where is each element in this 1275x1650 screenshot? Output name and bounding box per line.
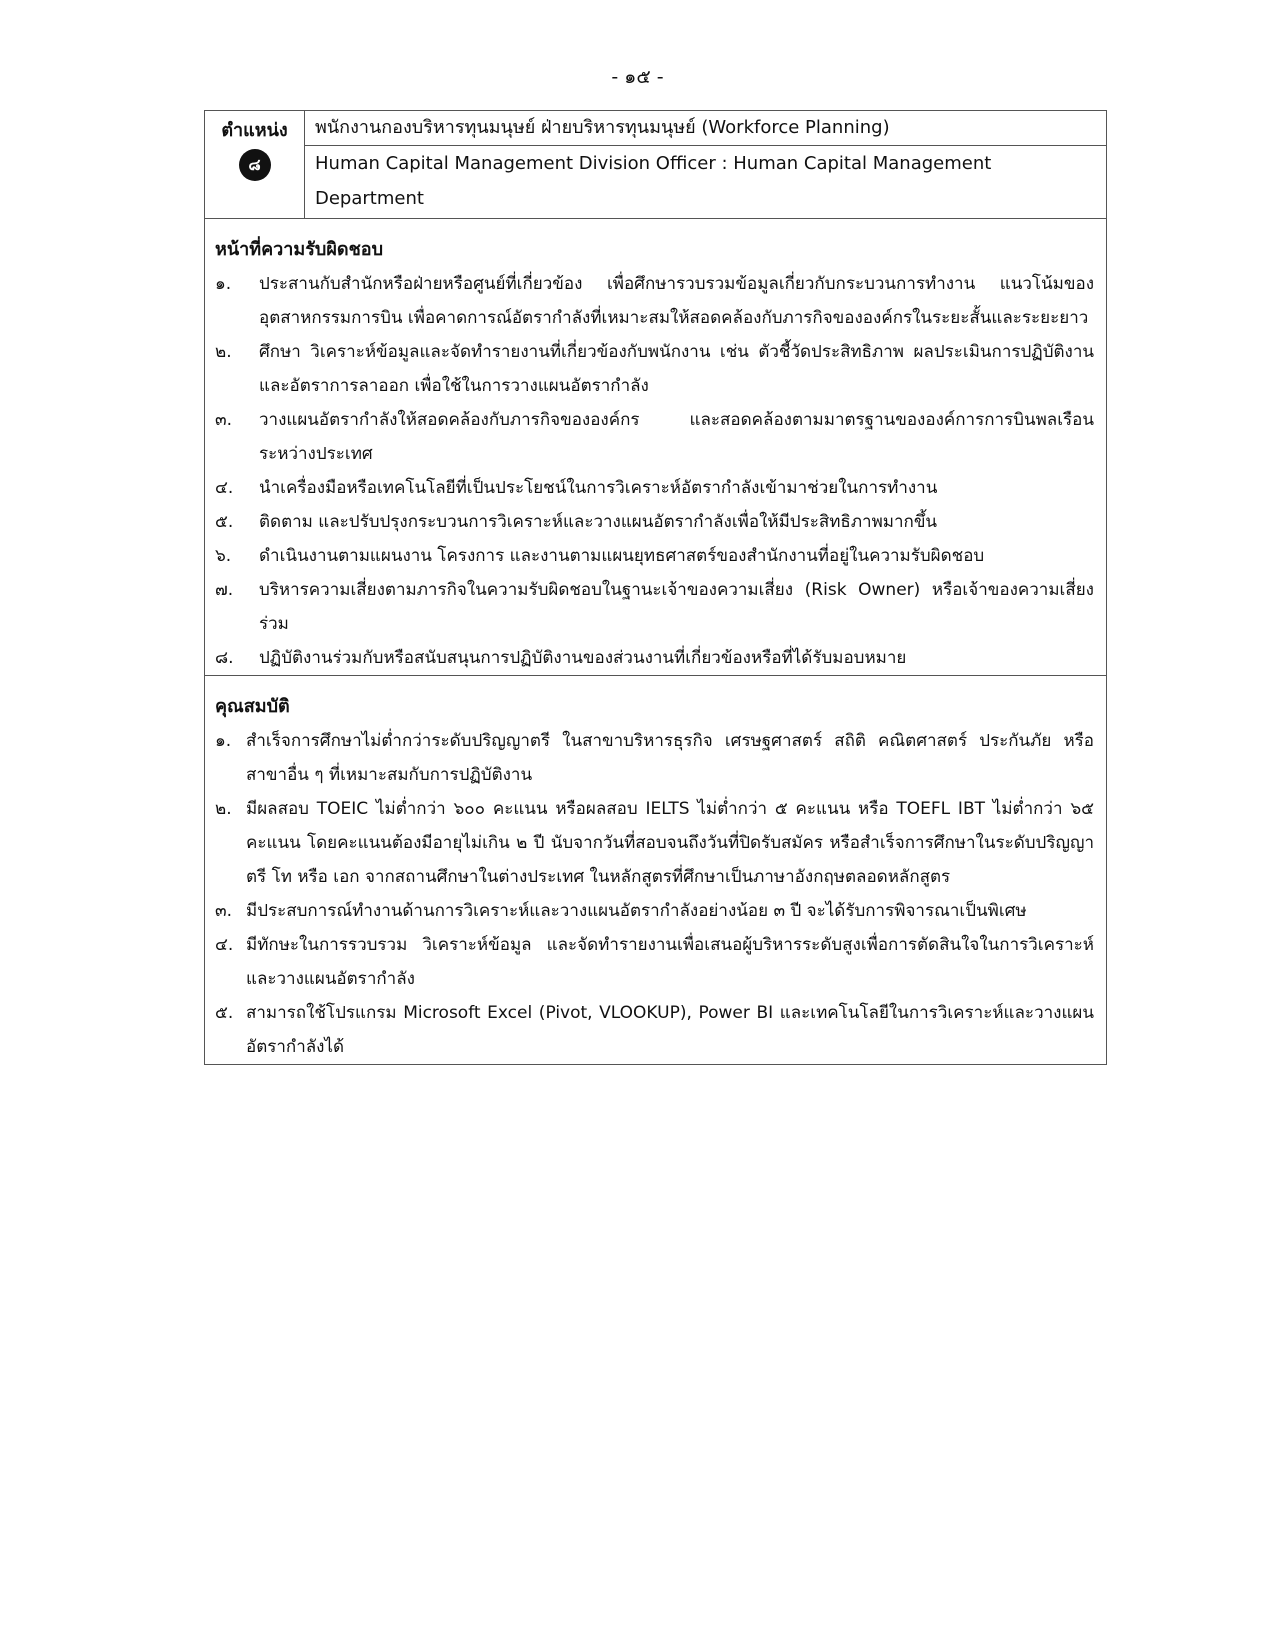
position-title-english: Human Capital Management Division Officer : Human Capital Management Department (315, 153, 992, 209)
item-number: ๕. (215, 512, 234, 532)
item-text: ดำเนินงานตามแผนงาน โครงการ และงานตามแผนยุทธศาสตร์ของสำนักงานที่อยู่ในความรับผิดชอบ (259, 546, 985, 566)
responsibility-item (215, 471, 1094, 505)
item-number: ๘. (215, 648, 234, 668)
item-number: ๑. (215, 731, 232, 751)
qualification-item (215, 996, 1094, 1064)
item-number: ๑. (215, 274, 232, 294)
item-text: มีประสบการณ์ทำงานด้านการวิเคราะห์และวางแผนอัตรากำลังอย่างน้อย ๓ ปี จะได้รับการพิจารณาเป็นพิเศษ (246, 901, 1027, 921)
position-title-thai: พนักงานกองบริหารทุนมนุษย์ ฝ่ายบริหารทุนมนุษย์ (Workforce Planning) (305, 111, 1106, 146)
job-description-table (204, 110, 1107, 1065)
responsibility-item (215, 641, 1094, 675)
item-text: นำเครื่องมือหรือเทคโนโลยีที่เป็นประโยชน์ในการวิเคราะห์อัตรากำลังเข้ามาช่วยในการทำงาน (259, 478, 938, 498)
item-text: มีผลสอบ TOEIC ไม่ต่ำกว่า ๖๐๐ คะแนน หรือผลสอบ IELTS ไม่ต่ำกว่า ๕ คะแนน หรือ TOEFL IBT ไม่ต่ำกว่า ๖๕ คะแนน โดยคะแนนต้องมีอายุไม่เกิน ๒ ปี นับจากวันที่สอบจนถึงวันที่ปิดรับสมัคร หรือสำเร็จการศึกษาในระดับปริญญาตรี โท หรือ เอก จากสถานศึกษาในต่างประเทศ ในหลักสูตรที่ศึกษาเป็นภาษาอังกฤษตลอดหลักสูตร (246, 799, 1094, 887)
qualification-item (215, 928, 1094, 996)
item-number: ๒. (215, 342, 232, 362)
item-number: ๗. (215, 580, 234, 600)
item-text: ศึกษา วิเคราะห์ข้อมูลและจัดทำรายงานที่เกี่ยวข้องกับพนักงาน เช่น ตัวชี้วัดประสิทธิภาพ ผลประเมินการปฏิบัติงาน และอัตราการลาออก เพื่อใช้ในการวางแผนอัตรากำลัง (259, 342, 1094, 396)
item-number: ๔. (215, 935, 234, 955)
position-title-cell (305, 111, 1106, 218)
responsibility-item (215, 403, 1094, 471)
item-text: วางแผนอัตรากำลังให้สอดคล้องกับภารกิจขององค์กร และสอดคล้องตามมาตรฐานขององค์การการบินพลเรือนระหว่างประเทศ (259, 410, 1094, 464)
page-number: - ๑๕ - (611, 66, 664, 88)
position-header (205, 111, 1106, 219)
item-number: ๓. (215, 410, 233, 430)
item-number: ๒. (215, 799, 232, 819)
responsibility-item (215, 335, 1094, 403)
item-text: ติดตาม และปรับปรุงกระบวนการวิเคราะห์และวางแผนอัตรากำลังเพื่อให้มีประสิทธิภาพมากขึ้น (259, 512, 938, 532)
responsibilities-list (215, 267, 1094, 675)
position-number-badge: ๘ (239, 149, 271, 181)
item-text: สำเร็จการศึกษาไม่ต่ำกว่าระดับปริญญาตรี ในสาขาบริหารธุรกิจ เศรษฐศาสตร์ สถิติ คณิตศาสตร์ ประกันภัย หรือสาขาอื่น ๆ ที่เหมาะสมกับการปฏิบัติงาน (246, 731, 1094, 785)
responsibility-item (215, 573, 1094, 641)
item-number: ๕. (215, 1003, 234, 1023)
item-number: ๔. (215, 478, 234, 498)
qualifications-section (205, 675, 1106, 1064)
qualifications-title: คุณสมบัติ (215, 696, 290, 717)
item-number: ๖. (215, 546, 232, 566)
item-text: สามารถใช้โปรแกรม Microsoft Excel (Pivot, VLOOKUP), Power BI และเทคโนโลยีในการวิเคราะห์และวางแผนอัตรากำลังได้ (246, 1003, 1094, 1057)
qualification-item (215, 894, 1094, 928)
responsibility-item (215, 539, 1094, 573)
qualifications-list (215, 724, 1094, 1064)
responsibilities-title: หน้าที่ความรับผิดชอบ (215, 239, 384, 260)
item-text: มีทักษะในการรวบรวม วิเคราะห์ข้อมูล และจัดทำรายงานเพื่อเสนอผู้บริหารระดับสูงเพื่อการตัดสินใจในการวิเคราะห์และวางแผนอัตรากำลัง (246, 935, 1094, 989)
item-text: ประสานกับสำนักหรือฝ่ายหรือศูนย์ที่เกี่ยวข้อง เพื่อศึกษารวบรวมข้อมูลเกี่ยวกับกระบวนการทำงาน แนวโน้มของอุตสาหกรรมการบิน เพื่อคาดการณ์อัตรากำลังที่เหมาะสมให้สอดคล้องกับภารกิจขององค์กรในระยะสั้นและระยะยาว (259, 274, 1094, 328)
item-number: ๓. (215, 901, 233, 921)
responsibilities-section (205, 219, 1106, 675)
qualification-item (215, 792, 1094, 894)
item-text: ปฏิบัติงานร่วมกับหรือสนับสนุนการปฏิบัติงานของส่วนงานที่เกี่ยวข้องหรือที่ได้รับมอบหมาย (259, 648, 907, 668)
position-label-cell (205, 111, 305, 218)
item-text: บริหารความเสี่ยงตามภารกิจในความรับผิดชอบในฐานะเจ้าของความเสี่ยง (Risk Owner) หรือเจ้าของความเสี่ยงร่วม (259, 580, 1094, 634)
responsibility-item (215, 267, 1094, 335)
qualification-item (215, 724, 1094, 792)
responsibility-item (215, 505, 1094, 539)
position-label: ตำแหน่ง (221, 120, 288, 141)
